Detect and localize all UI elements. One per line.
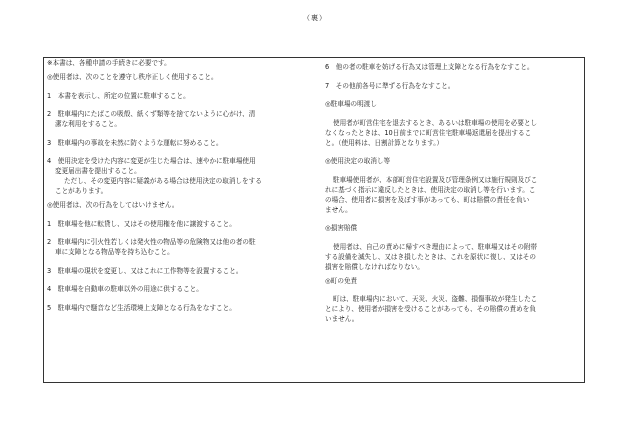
prohibit-item-1: 1 駐車場を他に転貸し、又はその使用権を他に譲渡すること。 bbox=[47, 219, 236, 228]
heading-comply: ◎使用者は、次のことを遵守し秩序正しく使用すること。 bbox=[47, 73, 218, 81]
rule-item-2-line2: 潔な利用をすること。 bbox=[55, 120, 121, 128]
rules-frame bbox=[43, 57, 585, 383]
heading-damage: ◎損害賠償 bbox=[325, 224, 358, 232]
right-column bbox=[325, 58, 583, 324]
rule-item-1: 1 本書を表示し、所定の位置に駐車すること。 bbox=[47, 91, 190, 100]
vacate-line1: 使用者が町営住宅を退去するとき、あるいは駐車場の使用を必要とし bbox=[333, 118, 538, 127]
rule-item-4-line4: ことがあります。 bbox=[55, 187, 108, 195]
rule-item-4-line1: 4 使用決定を受けた内容に変更が生じた場合は、速やかに駐車場使用 bbox=[47, 157, 256, 165]
page-header: （裏） bbox=[303, 14, 327, 22]
rule-item-3: 3 駐車場内の事故を未然に防ぐような運転に努めること。 bbox=[47, 138, 223, 147]
cancel-line2: れに基づく指示に違反したときは、使用決定の取消し等を行います。こ bbox=[325, 185, 536, 194]
prohibit-item-6: 6 他の者の駐車を妨げる行為又は管理上支障となる行為をなすこと。 bbox=[325, 63, 534, 71]
heading-vacate: ◎駐車場の明渡し bbox=[325, 100, 377, 108]
damage-line3: 損害を賠償しなければなりない。 bbox=[325, 262, 424, 271]
vacate-line2: なくなったときは、10日前までに町営住宅駐車場返還届を提出するこ bbox=[325, 128, 532, 137]
prohibit-item-5: 5 駐車場内で騒音など生活環境上支障となる行為をなすこと。 bbox=[47, 303, 236, 312]
prohibit-item-2-line1: 2 駐車場内に引火性若しくは発火性の物品等の危険物又は他の者の駐 bbox=[47, 238, 256, 246]
vacate-line3: と。（使用料は、日割計算となります。） bbox=[325, 138, 444, 147]
note: ※本書は、各種申請の手続きに必要です。 bbox=[47, 59, 171, 67]
heading-cancel: ◎使用決定の取消し等 bbox=[325, 157, 391, 165]
rule-item-2-line1: 2 駐車場内にたばこの吸殻、紙くず類等を捨てないように心がけ、清 bbox=[47, 110, 256, 118]
cancel-line3: の場合、使用者に損害を及ぼす事があっても、町は賠償の責任を負い bbox=[325, 195, 530, 204]
exemption-line2: とにより、使用者が損害を受けることがあっても、その賠償の責めを負 bbox=[325, 305, 536, 313]
prohibit-item-4: 4 駐車場を自動車の駐車以外の用途に供すること。 bbox=[47, 285, 203, 293]
cancel-line4: ません。 bbox=[325, 205, 352, 214]
prohibit-item-2-line2: 車に支障となる物品等を持ち込むこと。 bbox=[55, 248, 174, 256]
exemption-line1: 町は、駐車場内において、天災、火災、盗難、損傷事故が発生したこ bbox=[333, 295, 538, 303]
damage-line1: 使用者は、自己の責めに帰すべき理由によって、駐車場又はその附帯 bbox=[333, 242, 538, 251]
rule-item-4-line3: ただし、その変更内容に疑義がある場合は使用決定の取消しをする bbox=[64, 177, 262, 185]
damage-line2: する設備を滅失し、又はき損したときは、これを原状に復し、又はその bbox=[325, 252, 536, 261]
cancel-line1: 駐車場使用者が、本部町営住宅設置及び管理条例又は施行規則及びこ bbox=[333, 175, 538, 184]
heading-prohibit: ◎使用者は、次の行為をしてはいけません。 bbox=[47, 201, 179, 209]
prohibit-item-7: 7 その他前各号に準ずる行為をなすこと。 bbox=[325, 81, 455, 90]
heading-exemption: ◎町の免責 bbox=[325, 276, 358, 285]
exemption-line3: いません。 bbox=[325, 315, 359, 323]
rule-item-4-line2: 変更届出書を提出すること。 bbox=[55, 167, 141, 175]
prohibit-item-3: 3 駐車場の現状を変更し、又はこれに工作物等を設置すること。 bbox=[47, 266, 243, 275]
left-column bbox=[47, 58, 317, 313]
